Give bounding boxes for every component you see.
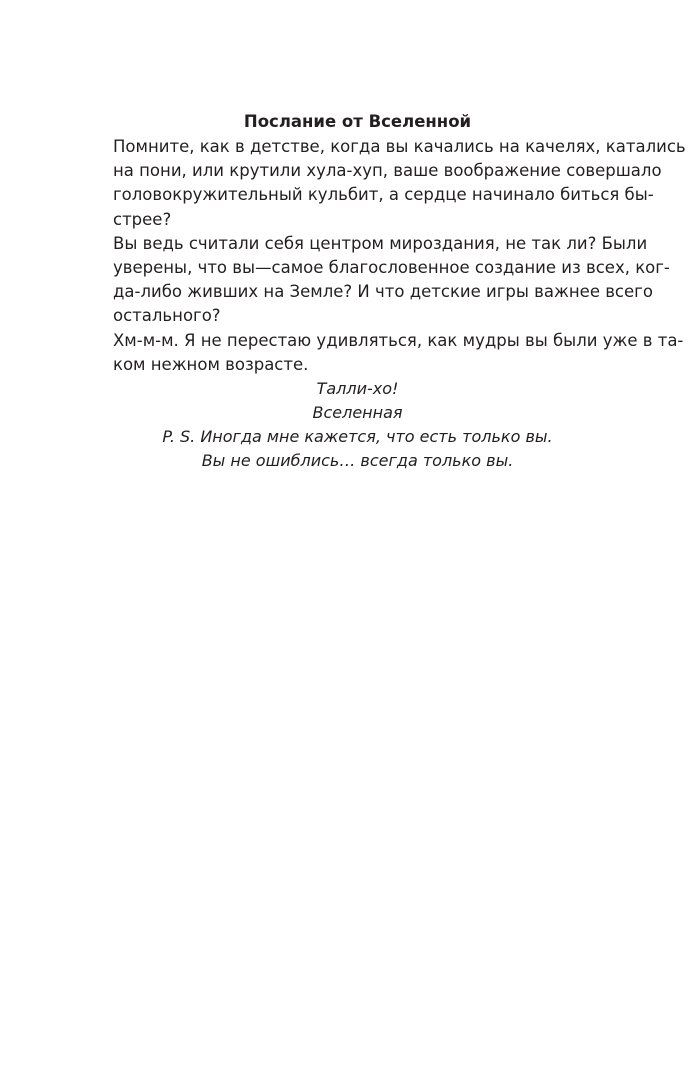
paragraph-line: ком нежном возрасте.: [113, 354, 309, 374]
paragraph-line: головокружительный кульбит, а сердце начинало биться бы-: [113, 185, 654, 205]
postscript-line-1: P. S. Иногда мне кажется, что есть только вы.: [162, 427, 553, 447]
postscript-line-2: Вы не ошиблись… всегда только вы.: [201, 451, 514, 471]
signature-block: [113, 377, 602, 474]
paragraph-line: стрее?: [113, 209, 172, 229]
paragraph-line: Вы ведь считали себя центром мироздания, не так ли? Были: [113, 233, 648, 253]
paragraph-line: остального?: [113, 306, 221, 326]
paragraph-line: Хм-м-м. Я не перестаю удивляться, как мудры вы были уже в та-: [113, 330, 684, 350]
signature-greeting: Талли-хо!: [316, 378, 399, 398]
paragraph-2: [113, 232, 670, 329]
signature-author: Вселенная: [312, 403, 403, 423]
paragraph-1: [113, 135, 686, 232]
paragraph-line: Помните, как в детстве, когда вы качались на качелях, катались: [113, 137, 686, 156]
paragraph-line: уверены, что вы—самое благословенное создание из всех, ког-: [113, 257, 670, 277]
letter-title: Послание от Вселенной: [243, 112, 472, 131]
paragraph-3: [113, 329, 684, 377]
letter-text-block: [113, 109, 686, 474]
paragraph-line: на пони, или крутили хула-хуп, ваше воображение совершало: [113, 161, 662, 181]
paragraph-line: да-либо живших на Земле? И что детские игры важнее всего: [113, 282, 653, 302]
